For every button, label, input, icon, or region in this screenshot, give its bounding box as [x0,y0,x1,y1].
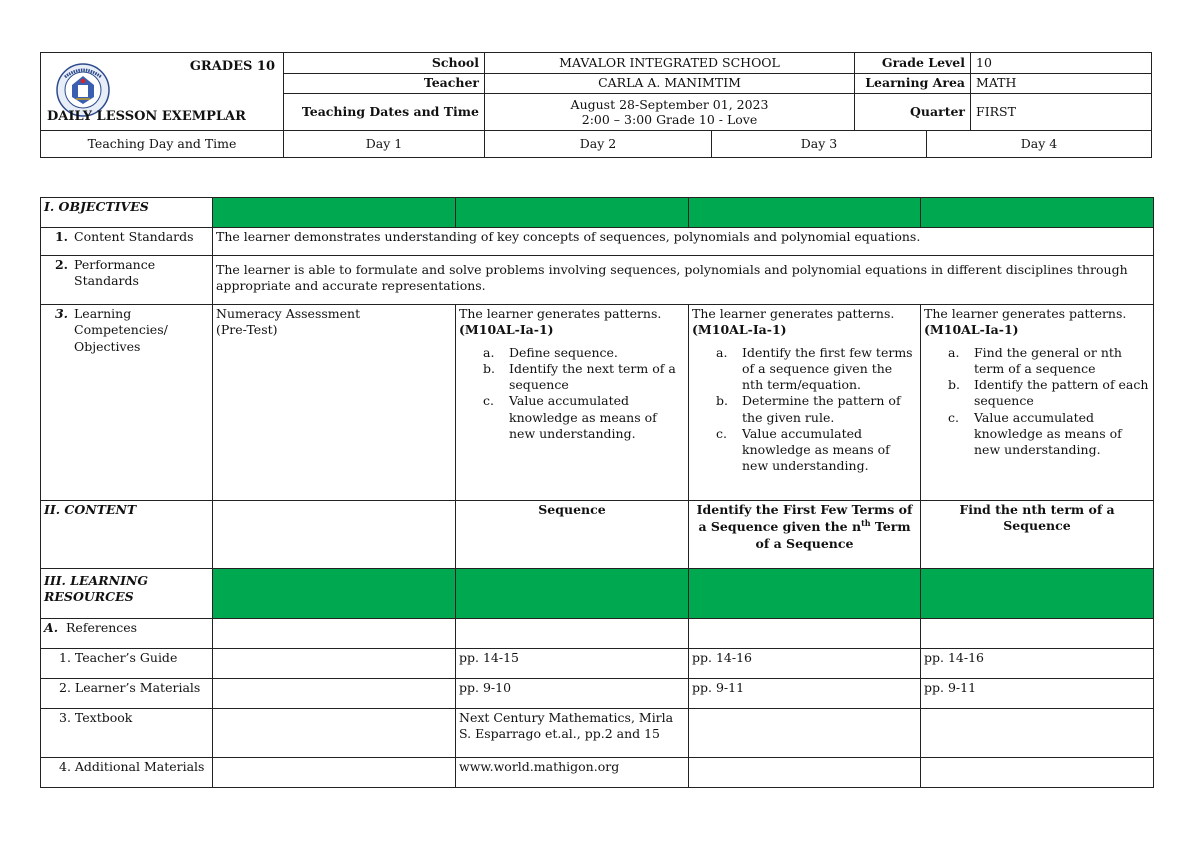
resource-day-2: www.world.mathigon.org [456,758,689,788]
day-header-3: Day 3 [712,131,927,158]
performance-standards-text [213,256,1154,305]
day-header-2: Day 2 [485,131,712,158]
resource-day-4: pp. 9-11 [921,679,1154,709]
resource-label: 1. Teacher’s Guide [41,649,213,679]
table-row [41,709,1154,758]
day1-line-2: (Pre-Test) [216,322,278,338]
day4-code: (M10AL-Ia-1) [924,322,1019,338]
list-item: a. Define sequence. [483,344,618,360]
content-day-3: Identify the First Few Terms of a Sequence given the $n^{th}$ Term of a Sequence [689,501,921,569]
quarter-value: FIRST [971,94,1152,131]
content-heading: II. CONTENT [41,501,213,569]
resource-day-3 [689,709,921,758]
header-table [40,52,1152,158]
list-item: c. Value accumulated knowledge as means of new understanding. [716,425,890,474]
day2-code: (M10AL-Ia-1) [459,322,554,338]
list-item: c. Value accumulated knowledge as means of new understanding. [483,393,657,441]
day3-objective-list [692,345,917,475]
resource-day-3: pp. 14-16 [689,649,921,679]
resource-label: 3. Textbook [41,709,213,758]
list-item: a. Identify the first few terms of a sequence given the nth term/equation. [716,344,913,392]
teaching-day-label: Teaching Day and Time [41,131,284,158]
teaching-dates-value [485,94,855,131]
competencies-num: 3. [54,306,68,321]
day1-line-1: Numeracy Assessment [216,306,361,321]
references-letter: A. [44,620,59,635]
teaching-dates-label: Teaching Dates and Time [284,94,485,131]
list-item: b. Determine the pattern of the given rule. [716,393,901,425]
resource-label: 2. Learner’s Materials [41,679,213,709]
list-item: a. Find the general or nth term of a sequence [948,344,1122,376]
day3-intro: The learner generates patterns. [692,306,895,321]
resource-day-1 [213,709,456,758]
performance-standards-content: The learner is able to formulate and solve problems involving sequences, polynomials and polynomial equations in different disciplines through appropriate and accurate representations. [216,262,1128,294]
content-day-1 [213,501,456,569]
references-label-cell [41,619,213,649]
resource-day-2: Next Century Mathematics, Mirla S. Esparrago et.al., pp.2 and 15 [456,709,689,758]
resource-day-2: pp. 14-15 [456,649,689,679]
green-cell [921,569,1154,619]
teaching-dates-line-1: August 28-September 01, 2023 [570,97,769,112]
table-row [41,758,1154,788]
green-cell [921,198,1154,228]
references-label: References [66,620,138,635]
content-standards-num: 1. [54,229,68,244]
day2-objective-list [459,345,685,443]
resource-day-1 [213,679,456,709]
references-cell [456,619,689,649]
green-cell [213,198,456,228]
competencies-day-2 [456,305,689,501]
day4-intro: The learner generates patterns. [924,306,1127,321]
table-row [41,649,1154,679]
content-day-2: Sequence [456,501,689,569]
resource-day-4 [921,709,1154,758]
teaching-dates-line-2: 2:00 – 3:00 Grade 10 - Love [581,112,758,127]
performance-standards-label-line-2: Standards [74,273,139,289]
content-day-4: Find the nth term of a Sequence [921,501,1154,569]
performance-standards-num: 2. [54,257,68,272]
references-cell [213,619,456,649]
learning-resources-heading: III. LEARNING RESOURCES [41,569,213,619]
day3-code: (M10AL-Ia-1) [692,322,787,338]
document-title: DAILY LESSON EXEMPLAR [47,109,246,125]
competencies-label-cell [41,305,213,501]
learning-area-value: MATH [971,74,1152,94]
day-header-1: Day 1 [284,131,485,158]
green-cell [689,198,921,228]
list-item: b. Identify the pattern of each sequence [948,377,1149,409]
grade-level-label: Grade Level [855,53,971,74]
learning-area-label: Learning Area [855,74,971,94]
resource-day-3 [689,758,921,788]
list-item: c. Value accumulated knowledge as means of new understanding. [948,409,1122,457]
performance-standards-label-cell [41,256,213,305]
competencies-label-line-3: Objectives [74,338,141,354]
school-label: School [284,53,485,74]
grades-label: GRADES 10 [189,59,275,74]
day-header-4: Day 4 [927,131,1152,158]
green-cell [456,198,689,228]
table-row [41,679,1154,709]
resource-day-4: pp. 14-16 [921,649,1154,679]
resource-day-1 [213,649,456,679]
grade-level-value: 10 [971,53,1152,74]
resource-day-3: pp. 9-11 [689,679,921,709]
resource-day-1 [213,758,456,788]
content-standards-label: Content Standards [74,229,194,244]
content-standards-text: The learner demonstrates understanding of key concepts of sequences, polynomials and polynomial equations. [213,228,1154,256]
resource-day-2: pp. 9-10 [456,679,689,709]
content-standards-label-cell [41,228,213,256]
teacher-label: Teacher [284,74,485,94]
resource-label: 4. Additional Materials [41,758,213,788]
resource-day-4 [921,758,1154,788]
quarter-label: Quarter [855,94,971,131]
green-cell [213,569,456,619]
day2-intro: The learner generates patterns. [459,306,662,321]
competencies-day-4 [921,305,1154,501]
competencies-day-1 [213,305,456,501]
lesson-table [40,197,1154,788]
list-item: b. Identify the next term of a sequence [483,360,676,392]
objectives-heading: I. OBJECTIVES [41,198,213,228]
performance-standards-label-line-1: Performance [74,257,156,272]
green-cell [689,569,921,619]
green-cell [456,569,689,619]
competencies-day-3 [689,305,921,501]
competencies-label-line-1: Learning [74,306,132,321]
school-value: MAVALOR INTEGRATED SCHOOL [485,53,855,74]
competencies-label-line-2: Competencies/ [74,322,168,338]
teacher-value: CARLA A. MANIMTIM [485,74,855,94]
references-cell [921,619,1154,649]
references-cell [689,619,921,649]
logo-title-cell [41,53,284,131]
day4-objective-list [924,345,1150,459]
